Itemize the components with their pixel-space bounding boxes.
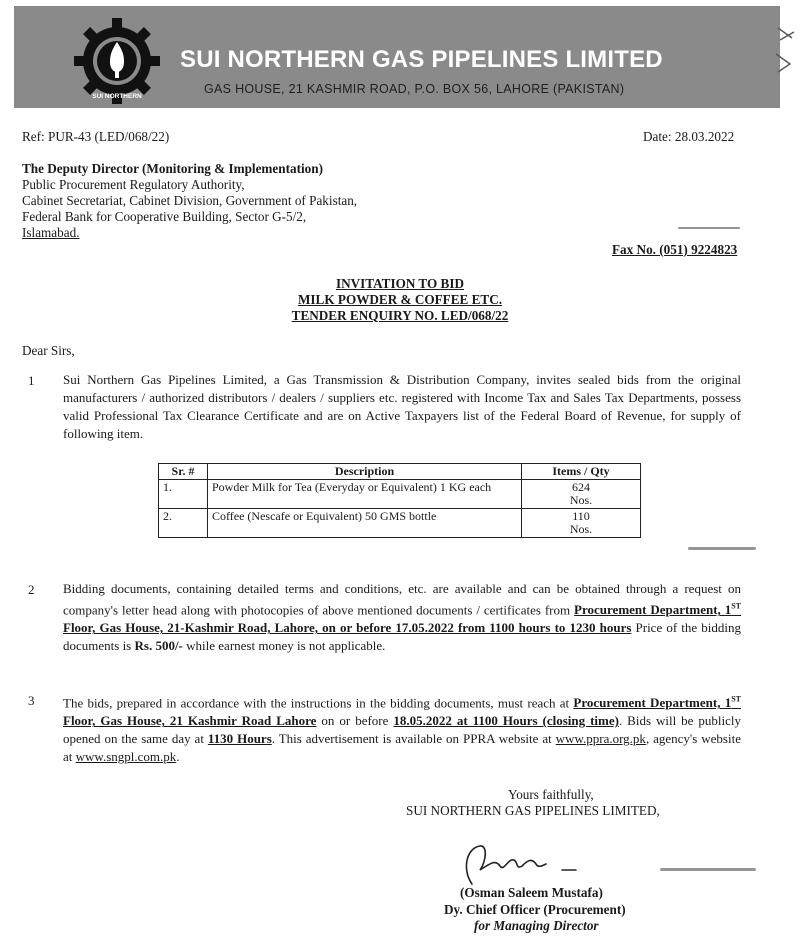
table-row <box>159 480 641 509</box>
recipient-line-2: Cabinet Secretariat, Cabinet Division, Government of Pakistan, <box>22 193 358 208</box>
para-2 <box>63 580 741 655</box>
company-address: GAS HOUSE, 21 KASHMIR ROAD, P.O. BOX 56, LAHORE (PAKISTAN) <box>204 82 625 96</box>
para-3-text-e: , agency's website at <box>63 731 741 765</box>
letter-date: Date: 28.03.2022 <box>643 129 735 144</box>
row-1-qty-value: 624 <box>572 480 590 494</box>
margin-marks <box>770 20 800 80</box>
table-header-row <box>159 464 641 480</box>
para-3-location: Procurement Department, 1ST Floor, Gas House, 21 Kashmir Road Lahore <box>63 695 741 729</box>
para-2-text-c: while earnest money is not applicable. <box>182 638 386 654</box>
scan-smudge <box>688 547 756 550</box>
heading-subject: MILK POWDER & COFFEE ETC. <box>297 292 503 307</box>
col-header-sr: Sr. # <box>159 464 208 480</box>
para-3-text-a: The bids, prepared in accordance with the instructions in the bidding documents, must reach at <box>63 695 574 711</box>
row-1-sr: 1. <box>159 480 208 509</box>
row-1-description: Powder Milk for Tea (Everyday or Equivalent) 1 KG each <box>208 480 522 509</box>
row-2-qty-unit: Nos. <box>569 522 593 536</box>
scan-smudge <box>678 227 740 229</box>
recipient-title: The Deputy Director (Monitoring & Implementation) <box>22 161 323 176</box>
signature <box>452 840 602 890</box>
table-row <box>159 509 641 538</box>
para-1-text: Sui Northern Gas Pipelines Limited, a Gas Transmission & Distribution Company, invites sealed bids from the original manufacturers / authorized distributors / dealers / suppliers etc. registered with Income Tax and Sales Tax Departments, possess valid Professional Tax Clearance Certificate and are on Active Taxpayers list of the Federal Board of Revenue, for supply of following item. <box>63 372 741 441</box>
para-2-location: Procurement Department, 1ST Floor, Gas House, 21-Kashmir Road, Lahore, on or before 17.05.2022 from 1100 hours to 1230 hours <box>63 602 742 636</box>
row-1-qty-unit: Nos. <box>569 493 593 507</box>
row-2-qty <box>522 509 641 538</box>
ppra-website-link[interactable]: www.ppra.org.pk <box>555 731 646 747</box>
para-2-text-b: Price of the bidding documents is <box>63 620 741 654</box>
recipient-line-3: Federal Bank for Cooperative Building, Sector G-5/2, <box>22 209 307 224</box>
col-header-description: Description <box>208 464 522 480</box>
fax-number: Fax No. (051) 9224823 <box>612 242 738 257</box>
logo-text: SUI NORTHERN <box>92 93 142 100</box>
signatory-designation: Dy. Chief Officer (Procurement) <box>444 902 626 917</box>
company-logo <box>74 18 160 104</box>
sngpl-website-link[interactable]: www.sngpl.com.pk <box>75 749 177 765</box>
para-1-number: 1 <box>28 373 35 388</box>
col-header-qty: Items / Qty <box>522 464 641 480</box>
para-2-text-a: Bidding documents, containing detailed terms and conditions, etc. are available and can be obtained through a request on company's letter head along with photocopies of above mentioned documents / certificates from <box>63 581 741 618</box>
row-1-qty <box>522 480 641 509</box>
row-2-sr: 2. <box>159 509 208 538</box>
items-table <box>158 463 641 538</box>
closing-deadline: 18.05.2022 at 1100 Hours (closing time) <box>393 713 619 729</box>
row-2-qty-value: 110 <box>572 509 590 523</box>
signatory-name: (Osman Saleem Mustafa) <box>460 885 603 900</box>
para-2-text <box>63 580 741 655</box>
para-3-number: 3 <box>28 693 35 708</box>
scan-smudge <box>660 868 756 871</box>
para-3-text-b: on or before <box>316 713 394 729</box>
closing-yours-faithfully: Yours faithfully, <box>508 787 594 802</box>
heading-invitation: INVITATION TO BID <box>335 276 464 291</box>
letterhead-banner <box>14 6 780 108</box>
salutation: Dear Sirs, <box>22 343 75 358</box>
para-3-text-f: . <box>176 749 180 765</box>
row-2-description: Coffee (Nescafe or Equivalent) 50 GMS bottle <box>208 509 522 538</box>
opening-time: 1130 Hours <box>207 731 272 747</box>
signatory-for: for Managing Director <box>474 918 599 933</box>
closing-company: SUI NORTHERN GAS PIPELINES LIMITED, <box>406 803 660 818</box>
document-price: Rs. 500/- <box>134 638 183 654</box>
reference-number: Ref: PUR-43 (LED/068/22) <box>22 129 170 144</box>
para-3-text-d: . This advertisement is available on PPRA website at <box>271 731 556 747</box>
para-2-number: 2 <box>28 582 35 597</box>
company-name: SUI NORTHERN GAS PIPELINES LIMITED <box>180 46 663 73</box>
recipient-line-1: Public Procurement Regulatory Authority, <box>22 177 245 192</box>
recipient-line-4: Islamabad. <box>22 225 80 240</box>
para-1 <box>63 371 741 443</box>
para-3-text <box>63 691 741 766</box>
heading-tender-no: TENDER ENQUIRY NO. LED/068/22 <box>291 308 509 323</box>
para-3 <box>63 691 741 766</box>
para-3-text-c: . Bids will be publicly opened on the same day at <box>63 713 741 747</box>
